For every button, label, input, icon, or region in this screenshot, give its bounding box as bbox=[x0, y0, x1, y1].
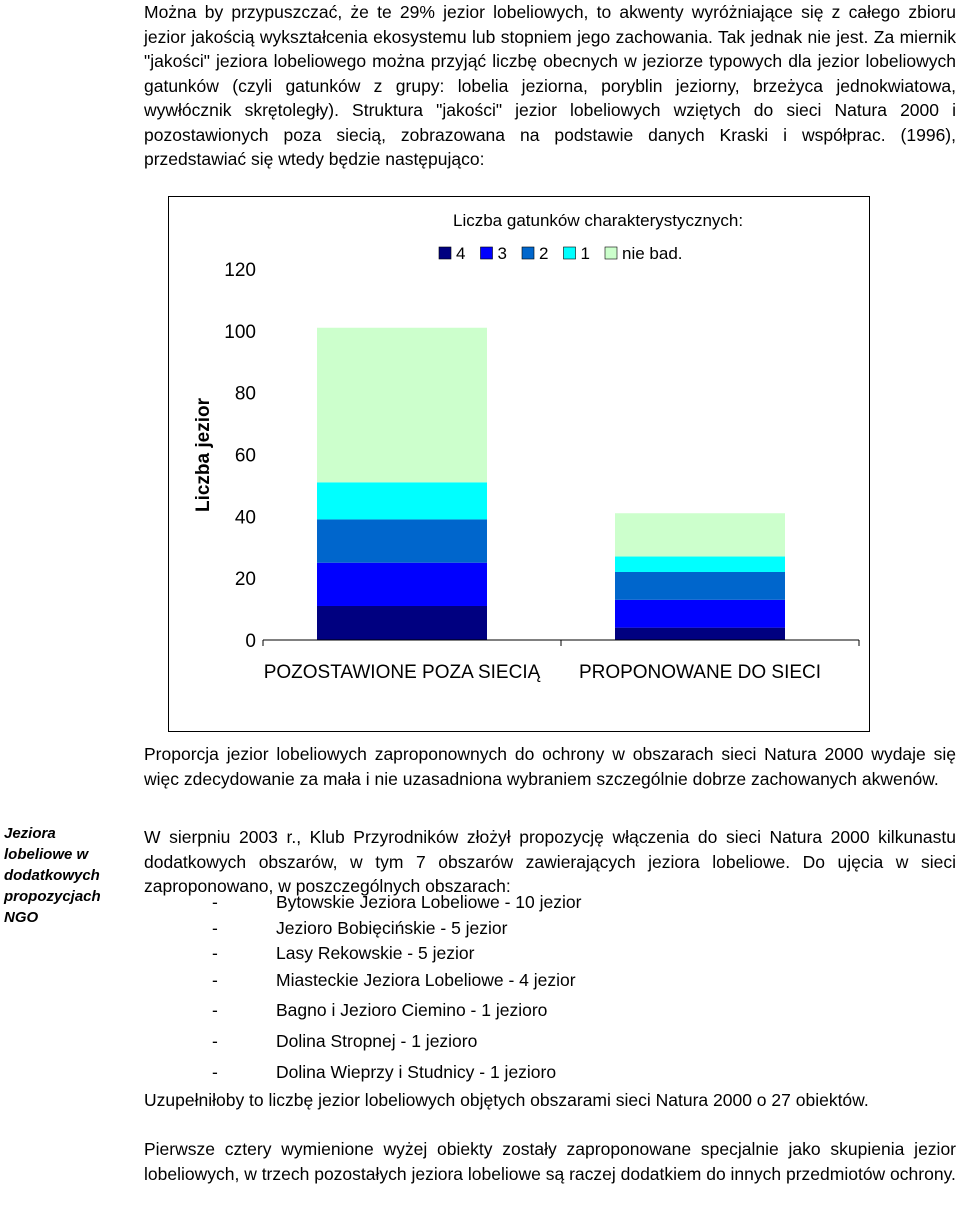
list-item bbox=[212, 918, 508, 939]
bar-segment-nie-bad- bbox=[317, 328, 487, 483]
intro-paragraph: Można by przypuszczać, że te 29% jezior lobeliowych, to akwenty wyróżniające się z całego zbioru jezior jakością wykształcenia ekosystemu lub stopniem jego zachowania. Tak jednak nie jest. Za miernik "jakości" jeziora lobeliowego można przyjąć liczbę obecnych w jeziorze typowych dla jezior lobeliowych gatunków (czyli gatunków z grupy: lobelia jeziorna, poryblin jeziorny, brzeżyca jednokwiatowa, wywłócznik skrętoległy). Struktura "jakości" jezior lobeliowych wziętych do sieci Natura 2000 i pozostawionych poza siecią, zobrazowana na podstawie danych Kraski i współprac. (1996), przedstawiać się wtedy będzie następująco: bbox=[144, 2, 956, 169]
list-item bbox=[212, 1062, 556, 1083]
y-tick-label: 0 bbox=[245, 631, 256, 652]
after-chart-paragraph: Proporcja jezior lobeliowych zaproponownych do ochrony w obszarach sieci Natura 2000 wydaje się więc zdecydowanie za mała i nie uzasadniona wybraniem szczególnie dobrze zachowanych akwenów. bbox=[144, 744, 956, 789]
y-tick-label: 80 bbox=[234, 383, 256, 405]
legend-swatch bbox=[439, 247, 451, 259]
list-dash: - bbox=[212, 1000, 218, 1020]
list-item bbox=[212, 1000, 547, 1021]
list-item-label: Bagno i Jezioro Ciemino - 1 jezioro bbox=[276, 1000, 548, 1020]
legend-label: 1 bbox=[580, 244, 590, 263]
legend-swatch bbox=[522, 247, 534, 259]
list-item bbox=[212, 1031, 477, 1052]
list-item-label: Miasteckie Jeziora Lobeliowe - 4 jezior bbox=[276, 970, 576, 990]
list-dash: - bbox=[212, 892, 218, 912]
chart-frame bbox=[168, 196, 870, 732]
bar-segment-1 bbox=[615, 557, 785, 572]
stacked-bar-chart bbox=[169, 197, 871, 733]
y-tick-label: 20 bbox=[234, 569, 256, 591]
list-dash: - bbox=[212, 943, 218, 963]
bar-segment-2 bbox=[615, 572, 785, 600]
legend-swatch bbox=[605, 247, 617, 259]
list-item-label: Dolina Wieprzy i Studnicy - 1 jezioro bbox=[276, 1062, 557, 1082]
y-tick-label: 100 bbox=[224, 321, 256, 343]
list-dash: - bbox=[212, 918, 218, 938]
closing-paragraph-1: Uzupełniłoby to liczbę jezior lobeliowych objętych obszarami sieci Natura 2000 o 27 obiektów. bbox=[144, 1090, 869, 1110]
margin-note: Jeziora lobeliowe w dodatkowych propozycjach NGO bbox=[4, 825, 101, 926]
list-item-label: Bytowskie Jeziora Lobeliowe - 10 jezior bbox=[276, 892, 582, 912]
bar-segment-2 bbox=[317, 519, 487, 562]
legend-swatch bbox=[481, 247, 493, 259]
legend-label: 4 bbox=[456, 244, 466, 263]
bar-segment-4 bbox=[615, 628, 785, 640]
bar-segment-3 bbox=[615, 600, 785, 628]
legend-swatch bbox=[564, 247, 576, 259]
legend-label: 2 bbox=[539, 244, 549, 263]
list-item-label: Lasy Rekowskie - 5 jezior bbox=[276, 943, 475, 963]
y-tick-label: 120 bbox=[224, 260, 256, 281]
list-item bbox=[212, 970, 576, 991]
list-dash: - bbox=[212, 970, 218, 990]
legend-label: nie bad. bbox=[622, 244, 683, 263]
list-dash: - bbox=[212, 1031, 218, 1051]
legend-title: Liczba gatunków charakterystycznych: bbox=[453, 211, 744, 230]
bar-segment-nie-bad- bbox=[615, 513, 785, 556]
legend-label: 3 bbox=[497, 244, 507, 263]
list-item bbox=[212, 943, 474, 964]
bar-segment-4 bbox=[317, 606, 487, 640]
closing-paragraph-2: Pierwsze cztery wymienione wyżej obiekty zostały zaproponowane specjalnie jako skupienia jezior lobeliowych, w trzech pozostałych jeziora lobeliowe są raczej dodatkiem do innych przedmiotów ochrony. bbox=[144, 1139, 956, 1184]
list-item-label: Jezioro Bobięcińskie - 5 jezior bbox=[276, 918, 508, 938]
list-item bbox=[212, 892, 581, 913]
bar-segment-1 bbox=[317, 482, 487, 519]
y-tick-label: 60 bbox=[234, 445, 256, 467]
y-axis-title: Liczba jezior bbox=[193, 397, 214, 513]
list-dash: - bbox=[212, 1062, 218, 1082]
x-category-label: PROPONOWANE DO SIECI bbox=[578, 662, 822, 683]
ngo-proposal-paragraph: W sierpniu 2003 r., Klub Przyrodników złożył propozycję włączenia do sieci Natura 2000 kilkunastu dodatkowych obszarów, w tym 7 obszarów zawierających jeziora lobeliowe. Do ujęcia w sieci zaproponowano, w poszczególnych obszarach: bbox=[144, 827, 956, 896]
list-item-label: Dolina Stropnej - 1 jezioro bbox=[276, 1031, 478, 1051]
x-category-label: POZOSTAWIONE POZA SIECIĄ bbox=[263, 662, 541, 683]
bar-segment-3 bbox=[317, 563, 487, 606]
y-tick-label: 40 bbox=[234, 507, 256, 529]
